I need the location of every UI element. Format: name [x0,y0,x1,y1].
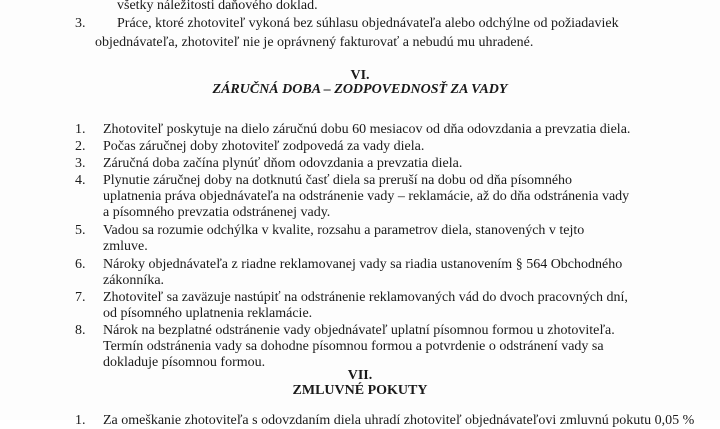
section-title: ZÁRUČNÁ DOBA – ZODPOVEDNOSŤ ZA VADY [212,82,508,97]
section-number: VII. [347,368,373,383]
list-item-line: Zhotoviteľ sa zaväzuje nastúpiť na odstránenie reklamovaných vád do dvoch pracovných dní, [103,290,628,305]
item-number: 6. [75,257,86,272]
list-item-line: Nároky objednávateľa z riadne reklamovanej vady sa riadia ustanovením § 564 Obchodného [103,257,623,272]
section-title: ZMLUVNÉ POKUTY [292,383,428,398]
list-item-line: Záručná doba začína plynúť dňom odovzdania a prevzatia diela. [103,156,463,171]
list-item-line: uplatnenia práva objednávateľa na odstránenie vady – reklamácie, až do dňa odstránenia vady [103,189,630,204]
list-item-line: od písomného uplatnenia reklamácie. [103,306,313,321]
list-item-line: zákonníka. [103,273,165,288]
list-item-line: dokladuje písomnou formou. [103,355,266,370]
paragraph-line: Práce, ktoré zhotoviteľ vykoná bez súhlasu objednávateľa alebo odchýlne od požiadaviek [117,16,619,31]
item-number: 3. [75,16,86,31]
list-item-line: a písomného prevzatia odstránenej vady. [103,205,331,220]
item-number: 5. [75,223,86,238]
continuation-line: všetky náležitosti daňového doklad. [117,0,318,13]
paragraph-line: objednávateľa, zhotoviteľ nie je oprávnený fakturovať a nebudú mu uhradené. [95,35,534,50]
list-item-line: zmluve. [103,239,148,254]
list-item-line: Zhotoviteľ poskytuje na dielo záručnú dobu 60 mesiacov od dňa odovzdania a prevzatia diela. [103,122,631,137]
list-item-line: Vadou sa rozumie odchýlka v kvalite, rozsahu a parametrov diela, stanovených v tejto [103,223,585,238]
item-number: 8. [75,323,86,338]
item-number: 7. [75,290,86,305]
item-number: 4. [75,173,86,188]
section-number: VI. [350,68,370,83]
item-number: 1. [75,122,86,137]
item-number: 1. [75,413,86,428]
list-item-line: Za omeškanie zhotoviteľa s odovzdaním diela uhradí zhotoviteľ objednávateľovi zmluvnú pokutu 0,05 % [103,413,695,428]
list-item-line: Plynutie záručnej doby na dotknutú časť diela sa preruší na dobu od dňa písomného [103,173,573,188]
item-number: 2. [75,139,86,154]
item-number: 3. [75,156,86,171]
list-item-line: Nárok na bezplatné odstránenie vady objednávateľ uplatní písomnou formou u zhotoviteľa. [103,323,615,338]
list-item-line: Počas záručnej doby zhotoviteľ zodpovedá za vady diela. [103,139,425,154]
list-item-line: Termín odstránenia vady sa dohodne písomnou formou a potvrdenie o odstránení vady sa [103,339,604,354]
